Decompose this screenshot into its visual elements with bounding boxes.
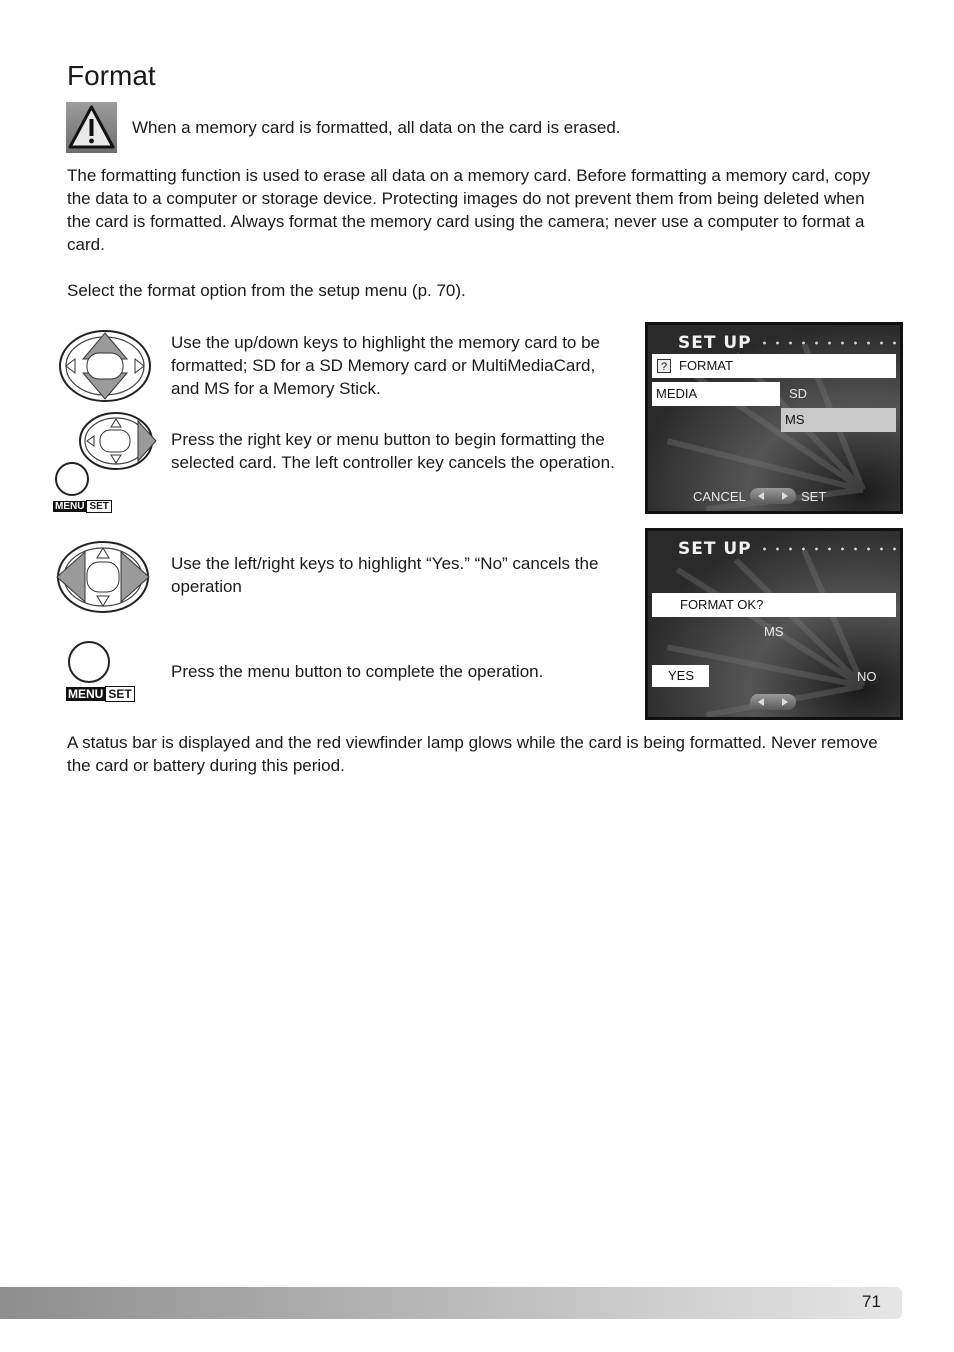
warning-triangle-icon xyxy=(66,102,117,153)
select-paragraph: Select the format option from the setup menu (p. 70). xyxy=(67,281,466,300)
menu-set-badge: MENU SET xyxy=(66,687,135,702)
menu-button-icon xyxy=(53,462,121,516)
lcd-row-format[interactable]: ? FORMAT xyxy=(652,354,896,378)
lcd-title-dots xyxy=(758,547,898,551)
status-paragraph: A status bar is displayed and the red viewfinder lamp glows while the card is being formatted. Never remove the card or battery during this period. xyxy=(67,733,878,775)
lcd-option-ms[interactable]: MS xyxy=(781,408,896,432)
page-title: Format xyxy=(67,60,156,91)
help-icon: ? xyxy=(657,359,671,373)
menu-set-badge: MENU SET xyxy=(53,500,112,513)
lcd-arrows-icon xyxy=(750,694,796,710)
step-1-text: Use the up/down keys to highlight the memory card to be formatted; SD for a SD Memory card or MultiMediaCard, and MS for a Memory Stick. xyxy=(171,333,601,398)
lcd-prompt-format-ok: FORMAT OK? xyxy=(652,593,896,617)
lcd-screen-setup-media xyxy=(645,322,903,514)
lcd-arrows-icon xyxy=(750,488,796,504)
lcd-set-label: SET xyxy=(801,489,827,504)
lcd-option-sd[interactable]: SD xyxy=(789,386,808,401)
step-3-text: Use the left/right keys to highlight “Yes.” “No” cancels the operation xyxy=(171,554,599,596)
menu-button-icon xyxy=(66,641,146,711)
menu-button-circle xyxy=(68,641,110,683)
lcd-left-right-arrows-icon xyxy=(750,488,796,504)
step-2-text: Press the right key or menu button to begin formatting the selected card. The left controller key cancels the operation. xyxy=(171,430,615,472)
lcd-title: SET UP xyxy=(678,333,752,353)
warning-text: When a memory card is formatted, all data on the card is erased. xyxy=(132,118,621,137)
lcd-title-dots xyxy=(758,341,898,345)
lcd-no-button[interactable]: NO xyxy=(857,669,877,684)
intro-paragraph: The formatting function is used to erase all data on a memory card. Before formatting a memory card, copy the data to a computer or storage device. Protecting images do not prevent them from being deleted when the card is formatted. Always format the memory card using the camera; never use a computer to format a card. xyxy=(67,166,871,254)
menu-button-circle xyxy=(55,462,89,496)
footer-bar xyxy=(0,1287,902,1319)
controller-up-down-icon xyxy=(57,329,153,403)
lcd-card-ms: MS xyxy=(764,624,784,639)
controller-left-right-icon xyxy=(55,540,151,614)
step-4-text: Press the menu button to complete the operation. xyxy=(171,662,544,681)
lcd-screen-format-confirm xyxy=(645,528,903,720)
lcd-cancel-label: CANCEL xyxy=(693,489,746,504)
lcd-left-right-arrows-icon xyxy=(750,694,796,710)
lcd-row-media[interactable]: MEDIA xyxy=(652,382,780,406)
page-number: 71 xyxy=(862,1292,881,1311)
lcd-yes-button[interactable]: YES xyxy=(652,665,709,687)
lcd-title: SET UP xyxy=(678,539,752,559)
